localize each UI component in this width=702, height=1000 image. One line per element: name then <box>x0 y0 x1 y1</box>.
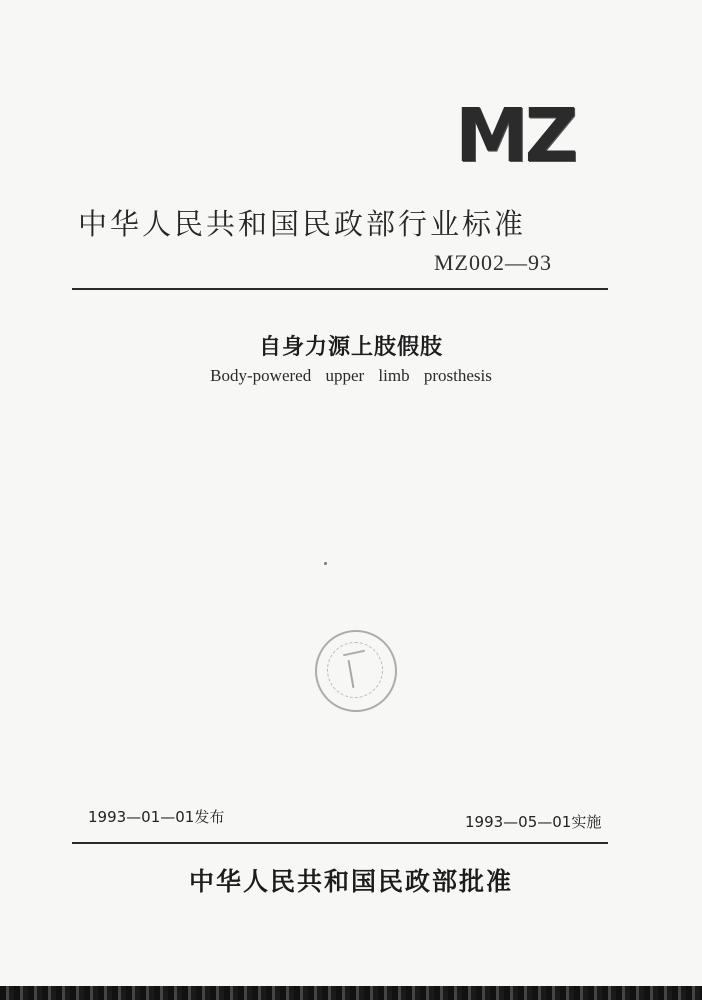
bottom-divider <box>72 842 608 844</box>
mz-logo: MZ <box>455 93 575 179</box>
seal-inner-ring <box>327 642 383 698</box>
document-title-en: Body-powered upper limb prosthesis <box>210 366 492 385</box>
implementation-date: 1993—05—01实施 <box>465 813 602 831</box>
scan-speck <box>324 562 327 565</box>
standard-title: 中华人民共和国民政部行业标准 <box>78 207 527 241</box>
top-divider <box>72 288 608 290</box>
seal-stamp <box>315 630 397 712</box>
standard-code: MZ002—93 <box>434 250 552 275</box>
document-title-cn: 自身力源上肢假肢 <box>258 335 443 360</box>
issue-date: 1993—01—01发布 <box>88 808 225 826</box>
scan-edge-strip <box>0 986 702 1000</box>
approval-authority: 中华人民共和国民政部批准 <box>188 867 513 896</box>
